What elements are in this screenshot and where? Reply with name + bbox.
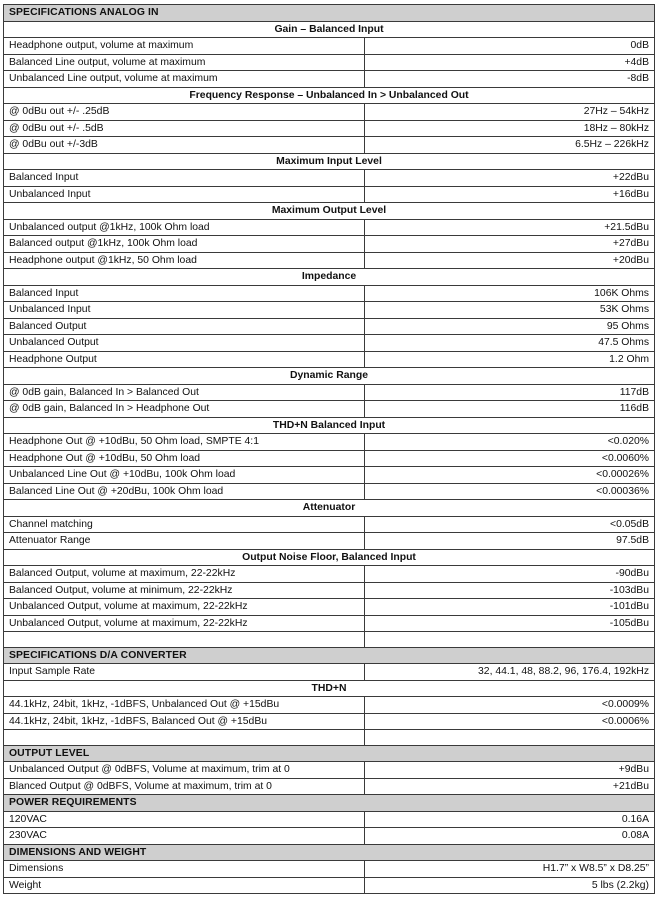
spec-value: -105dBu — [365, 615, 655, 632]
spec-value: <0.0009% — [365, 697, 655, 714]
spec-label: Channel matching — [4, 516, 365, 533]
spec-row — [4, 467, 655, 484]
spec-value: 53K Ohms — [365, 302, 655, 319]
spec-value: +16dBu — [365, 186, 655, 203]
subsection-title: Gain – Balanced Input — [4, 21, 655, 38]
spec-label: Weight — [4, 877, 365, 894]
spec-value: +21.5dBu — [365, 219, 655, 236]
spec-row — [4, 664, 655, 681]
spec-row — [4, 38, 655, 55]
blank-cell — [365, 730, 655, 746]
spec-value: 97.5dB — [365, 533, 655, 550]
spec-label: @ 0dB gain, Balanced In > Balanced Out — [4, 384, 365, 401]
spec-row — [4, 434, 655, 451]
spec-row — [4, 762, 655, 779]
subsection-title: THD+N — [4, 680, 655, 697]
spec-label: Balanced output @1kHz, 100k Ohm load — [4, 236, 365, 253]
spec-label: 120VAC — [4, 811, 365, 828]
section-header — [4, 745, 655, 762]
spec-row — [4, 384, 655, 401]
section-header — [4, 5, 655, 22]
spec-row — [4, 318, 655, 335]
spec-value: 1.2 Ohm — [365, 351, 655, 368]
spec-row — [4, 285, 655, 302]
section-title: DIMENSIONS AND WEIGHT — [4, 844, 655, 861]
spec-row — [4, 104, 655, 121]
section-title: OUTPUT LEVEL — [4, 745, 655, 762]
blank-cell — [365, 632, 655, 648]
spec-label: @ 0dBu out +/- .5dB — [4, 120, 365, 137]
spec-value: 47.5 Ohms — [365, 335, 655, 352]
spec-row — [4, 713, 655, 730]
spec-row — [4, 516, 655, 533]
section-header — [4, 844, 655, 861]
spec-row — [4, 582, 655, 599]
blank-cell — [4, 730, 365, 746]
spec-value: 95 Ohms — [365, 318, 655, 335]
spec-value: 0.08A — [365, 828, 655, 845]
subsection-title: Dynamic Range — [4, 368, 655, 385]
subsection-title: Impedance — [4, 269, 655, 286]
blank-cell — [4, 632, 365, 648]
spec-label: Unbalanced Input — [4, 186, 365, 203]
spec-row — [4, 186, 655, 203]
spec-value: -103dBu — [365, 582, 655, 599]
spec-label: Unbalanced Output, volume at maximum, 22-22kHz — [4, 599, 365, 616]
spec-label: @ 0dBu out +/-3dB — [4, 137, 365, 154]
spec-label: Headphone output, volume at maximum — [4, 38, 365, 55]
subsection-header — [4, 269, 655, 286]
spec-label: Balanced Output, volume at minimum, 22-22kHz — [4, 582, 365, 599]
spec-value: 27Hz – 54kHz — [365, 104, 655, 121]
spec-row — [4, 483, 655, 500]
subsection-title: Frequency Response – Unbalanced In > Unbalanced Out — [4, 87, 655, 104]
spec-row — [4, 599, 655, 616]
spec-value: <0.00036% — [365, 483, 655, 500]
spec-row — [4, 811, 655, 828]
subsection-header — [4, 87, 655, 104]
spec-row — [4, 302, 655, 319]
subsection-header — [4, 500, 655, 517]
spec-row — [4, 450, 655, 467]
subsection-header — [4, 368, 655, 385]
spec-value: +4dB — [365, 54, 655, 71]
spec-label: Dimensions — [4, 861, 365, 878]
spec-row — [4, 54, 655, 71]
spec-label: Headphone Out @ +10dBu, 50 Ohm load, SMPTE 4:1 — [4, 434, 365, 451]
blank-row — [4, 632, 655, 648]
spec-label: Unbalanced Output @ 0dBFS, Volume at maximum, trim at 0 — [4, 762, 365, 779]
section-header — [4, 795, 655, 812]
subsection-title: Output Noise Floor, Balanced Input — [4, 549, 655, 566]
spec-label: Input Sample Rate — [4, 664, 365, 681]
spec-row — [4, 778, 655, 795]
spec-row — [4, 697, 655, 714]
spec-label: @ 0dB gain, Balanced In > Headphone Out — [4, 401, 365, 418]
spec-value: 6.5Hz – 226kHz — [365, 137, 655, 154]
spec-label: Headphone Out @ +10dBu, 50 Ohm load — [4, 450, 365, 467]
spec-value: <0.0060% — [365, 450, 655, 467]
spec-row — [4, 533, 655, 550]
spec-value: 0dB — [365, 38, 655, 55]
subsection-title: Maximum Input Level — [4, 153, 655, 170]
spec-row — [4, 828, 655, 845]
subsection-header — [4, 549, 655, 566]
spec-label: Unbalanced Output, volume at maximum, 22-22kHz — [4, 615, 365, 632]
spec-row — [4, 861, 655, 878]
specifications-body — [4, 5, 655, 894]
spec-value: -101dBu — [365, 599, 655, 616]
spec-value: 116dB — [365, 401, 655, 418]
subsection-header — [4, 417, 655, 434]
section-title: POWER REQUIREMENTS — [4, 795, 655, 812]
spec-row — [4, 252, 655, 269]
spec-label: Headphone output @1kHz, 50 Ohm load — [4, 252, 365, 269]
section-header — [4, 647, 655, 664]
subsection-header — [4, 153, 655, 170]
spec-value: +21dBu — [365, 778, 655, 795]
spec-row — [4, 170, 655, 187]
spec-label: 44.1kHz, 24bit, 1kHz, -1dBFS, Balanced Out @ +15dBu — [4, 713, 365, 730]
spec-value: H1.7” x W8.5” x D8.25” — [365, 861, 655, 878]
spec-value: 18Hz – 80kHz — [365, 120, 655, 137]
spec-label: Blanced Output @ 0dBFS, Volume at maximum, trim at 0 — [4, 778, 365, 795]
spec-value: 0.16A — [365, 811, 655, 828]
spec-value: <0.05dB — [365, 516, 655, 533]
spec-label: @ 0dBu out +/- .25dB — [4, 104, 365, 121]
spec-row — [4, 877, 655, 894]
spec-label: Balanced Line Out @ +20dBu, 100k Ohm load — [4, 483, 365, 500]
spec-value: 32, 44.1, 48, 88.2, 96, 176.4, 192kHz — [365, 664, 655, 681]
spec-value: 117dB — [365, 384, 655, 401]
subsection-header — [4, 21, 655, 38]
subsection-title: THD+N Balanced Input — [4, 417, 655, 434]
spec-label: Balanced Output, volume at maximum, 22-22kHz — [4, 566, 365, 583]
spec-value: -90dBu — [365, 566, 655, 583]
spec-row — [4, 137, 655, 154]
spec-row — [4, 71, 655, 88]
subsection-header — [4, 680, 655, 697]
specifications-table — [3, 4, 655, 894]
spec-value: +27dBu — [365, 236, 655, 253]
spec-value: +22dBu — [365, 170, 655, 187]
spec-value: 106K Ohms — [365, 285, 655, 302]
spec-row — [4, 566, 655, 583]
blank-row — [4, 730, 655, 746]
spec-value: 5 lbs (2.2kg) — [365, 877, 655, 894]
spec-row — [4, 401, 655, 418]
spec-row — [4, 120, 655, 137]
spec-value: +20dBu — [365, 252, 655, 269]
spec-label: Balanced Output — [4, 318, 365, 335]
spec-label: Unbalanced Line Out @ +10dBu, 100k Ohm load — [4, 467, 365, 484]
spec-label: Headphone Output — [4, 351, 365, 368]
spec-label: Balanced Input — [4, 285, 365, 302]
spec-label: Balanced Line output, volume at maximum — [4, 54, 365, 71]
spec-row — [4, 335, 655, 352]
section-title: SPECIFICATIONS ANALOG IN — [4, 5, 655, 22]
spec-value: -8dB — [365, 71, 655, 88]
spec-label: Unbalanced Output — [4, 335, 365, 352]
spec-row — [4, 219, 655, 236]
spec-label: 44.1kHz, 24bit, 1kHz, -1dBFS, Unbalanced Out @ +15dBu — [4, 697, 365, 714]
spec-value: <0.020% — [365, 434, 655, 451]
subsection-title: Attenuator — [4, 500, 655, 517]
spec-label: 230VAC — [4, 828, 365, 845]
spec-value: +9dBu — [365, 762, 655, 779]
spec-value: <0.0006% — [365, 713, 655, 730]
spec-label: Unbalanced Input — [4, 302, 365, 319]
spec-label: Unbalanced Line output, volume at maximum — [4, 71, 365, 88]
spec-row — [4, 236, 655, 253]
spec-label: Attenuator Range — [4, 533, 365, 550]
spec-row — [4, 351, 655, 368]
spec-value: <0.00026% — [365, 467, 655, 484]
spec-label: Unbalanced output @1kHz, 100k Ohm load — [4, 219, 365, 236]
subsection-header — [4, 203, 655, 220]
spec-label: Balanced Input — [4, 170, 365, 187]
spec-row — [4, 615, 655, 632]
subsection-title: Maximum Output Level — [4, 203, 655, 220]
section-title: SPECIFICATIONS D/A CONVERTER — [4, 647, 655, 664]
